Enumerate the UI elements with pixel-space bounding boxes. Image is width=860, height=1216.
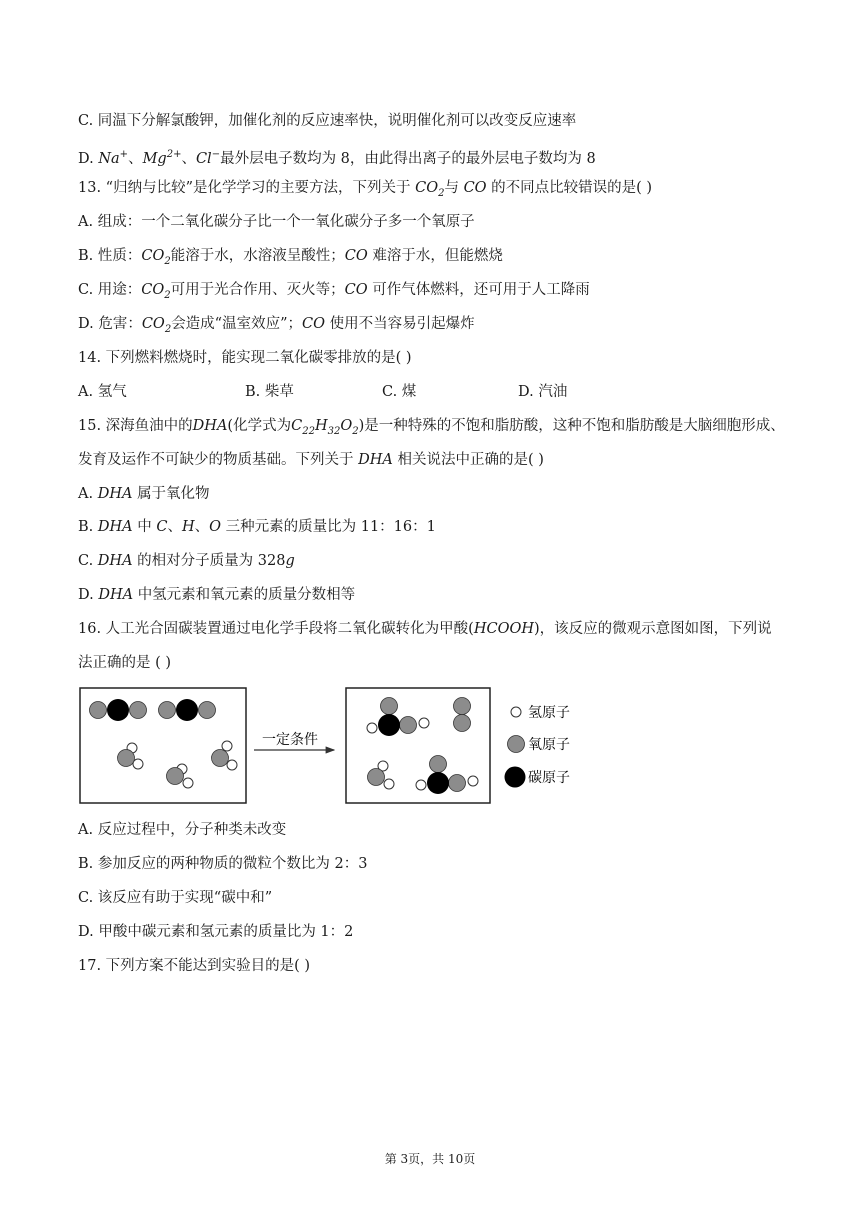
q12-option-d: [78, 145, 596, 169]
ion-cl: Cl: [195, 150, 212, 167]
stem-text: )是一种特殊的不饱和脂肪酸，这种不饱和脂肪酸是大脑细胞形成、: [358, 418, 785, 434]
q16-option-b: B. 参加反应的两种物质的微粒个数比为 2：3: [78, 856, 368, 872]
oxygen-atom-icon: [508, 736, 525, 753]
legend-carbon: [505, 767, 571, 788]
formula-dha: DHA: [358, 452, 393, 468]
formula-co: CO: [302, 316, 325, 332]
option-text: B. 性质：: [78, 248, 142, 264]
option-text: 能溶于水，水溶液呈酸性；: [170, 248, 345, 264]
page-footer: 第 3页，共 10页: [384, 1152, 476, 1166]
q13-stem: [78, 178, 652, 204]
formula-hcooh: HCOOH: [473, 621, 534, 637]
option-text: 可作气体燃料，还可用于人工降雨: [372, 282, 590, 298]
hydrogen-atom-icon: [511, 707, 521, 717]
stem-text: 相关说法中正确的是( ): [397, 452, 544, 468]
q17-stem: 17. 下列方案不能达到实验目的是( ): [78, 958, 311, 974]
q12-option-c: C. 同温下分解氯酸钾，加催化剂的反应速率快，说明催化剂可以改变反应速率: [78, 113, 577, 129]
q14-stem: 14. 下列燃料燃烧时，能实现二氧化碳零排放的是( ): [78, 350, 412, 366]
ion-na: Na: [98, 150, 120, 167]
water-molecule: [118, 743, 144, 769]
option-text: 三种元素的质量比为 11：16：1: [225, 519, 436, 535]
separator: 、: [128, 150, 143, 167]
co2-molecule: [90, 699, 147, 721]
option-text: 会造成“温室效应”；: [171, 316, 303, 332]
q15-option-d: D. DHA 中氢元素和氧元素的质量分数相等: [78, 587, 356, 603]
subscript: 2: [164, 289, 171, 301]
option-text: 中: [137, 519, 152, 535]
q14-option-d: D. 汽油: [518, 384, 568, 400]
unit-g: g: [285, 553, 295, 569]
formula-co2: CO: [141, 282, 165, 298]
legend-label: 碳原子: [528, 770, 570, 786]
ion-charge: −: [211, 149, 221, 160]
formula-dha: DHA: [97, 519, 133, 535]
carbon-atom-icon: [505, 767, 526, 788]
option-text: 中氢元素和氧元素的质量分数相等: [137, 587, 356, 603]
option-text: 最外层电子数均为 8，由此得出离子的最外层电子数均为 8: [220, 150, 596, 167]
q15-option-b: B. DHA 中 C、H、O 三种元素的质量比为 11：16：1: [78, 519, 436, 535]
q16-option-a: A. 反应过程中，分子种类未改变: [78, 822, 287, 838]
oxygen-molecule: [454, 698, 471, 732]
option-label: D.: [78, 150, 99, 167]
elements-c-h-o: C: [156, 519, 168, 535]
option-text: D. 危害：: [78, 316, 142, 332]
q16-option-d: D. 甲酸中碳元素和氢元素的质量比为 1：2: [78, 924, 354, 940]
q13-option-d: [78, 314, 475, 340]
subscript: 2: [438, 187, 445, 199]
ion-charge: +: [119, 149, 129, 160]
stem-text: 发育及运作不可缺少的物质基础。下列关于: [78, 452, 354, 468]
q15-stem: [78, 416, 785, 442]
formula-co: CO: [344, 248, 368, 264]
option-text: 属于氧化物: [137, 486, 210, 502]
option-text: 的相对分子质量为 328: [137, 553, 286, 569]
q15-stem-line2: [78, 450, 544, 470]
formula-co: CO: [463, 180, 487, 196]
reaction-microscopic-diagram: [78, 686, 598, 808]
q15-option-a: A. DHA 属于氧化物: [78, 486, 210, 502]
legend-label: 氧原子: [528, 737, 570, 753]
legend-oxygen: [508, 736, 571, 754]
q14-option-b: B. 柴草: [245, 384, 294, 400]
subscript: 2: [164, 255, 171, 267]
water-molecule: [167, 764, 194, 788]
q13-option-b: [78, 246, 503, 272]
option-text: C. 用途：: [78, 282, 142, 298]
option-text: 可用于光合作用、灭火等；: [170, 282, 345, 298]
ion-charge: 2+: [166, 149, 182, 160]
water-molecule: [212, 741, 238, 770]
q13-option-c: [78, 280, 590, 306]
formula-co2: CO: [415, 180, 439, 196]
option-text: 使用不当容易引起爆炸: [329, 316, 475, 332]
stem-text: 15. 深海鱼油中的: [78, 418, 193, 434]
q16-stem: [78, 619, 772, 639]
formula-co: CO: [344, 282, 368, 298]
stem-text: 与: [444, 180, 459, 196]
hcooh-molecule: [367, 698, 429, 737]
arrow-label: 一定条件: [262, 732, 318, 748]
co2-molecule: [159, 699, 216, 721]
q16-stem-line2: 法正确的是 ( ): [78, 655, 172, 671]
formula-dha: DHA: [97, 553, 133, 569]
separator: 、: [181, 150, 196, 167]
formula-dha: DHA: [97, 486, 133, 502]
q14-option-a: A. 氢气: [78, 384, 127, 400]
formula-c22h32o2: $C_{22}H_{32}O_2$: [291, 418, 359, 437]
formula-co2: CO: [141, 316, 165, 332]
q15-option-c: C. DHA 的相对分子质量为 328g: [78, 553, 295, 569]
legend-label: 氢原子: [528, 705, 570, 721]
q13-option-a: A. 组成：一个二氧化碳分子比一个一氧化碳分子多一个氧原子: [78, 214, 475, 230]
stem-text: 16. 人工光合固碳装置通过电化学手段将二氧化碳转化为甲酸(: [78, 621, 474, 637]
hcooh-molecule: [416, 756, 478, 795]
stem-text: (化学式为: [227, 418, 292, 434]
formula-dha: DHA: [98, 587, 134, 603]
water-molecule: [368, 761, 395, 789]
q14-option-c: C. 煤: [382, 384, 417, 400]
formula-dha: DHA: [192, 418, 228, 434]
subscript: 2: [164, 323, 172, 335]
q16-option-c: C. 该反应有助于实现“碳中和”: [78, 890, 273, 906]
legend-hydrogen: [511, 705, 570, 721]
stem-text: 的不同点比较错误的是( ): [491, 180, 653, 196]
formula-co2: CO: [141, 248, 165, 264]
ion-mg: Mg: [142, 150, 167, 167]
option-text: 难溶于水，但能燃烧: [372, 248, 503, 264]
stem-text: )，该反应的微观示意图如图，下列说: [534, 621, 772, 637]
stem-text: 13. “归纳与比较”是化学学习的主要方法，下列关于: [78, 180, 411, 196]
